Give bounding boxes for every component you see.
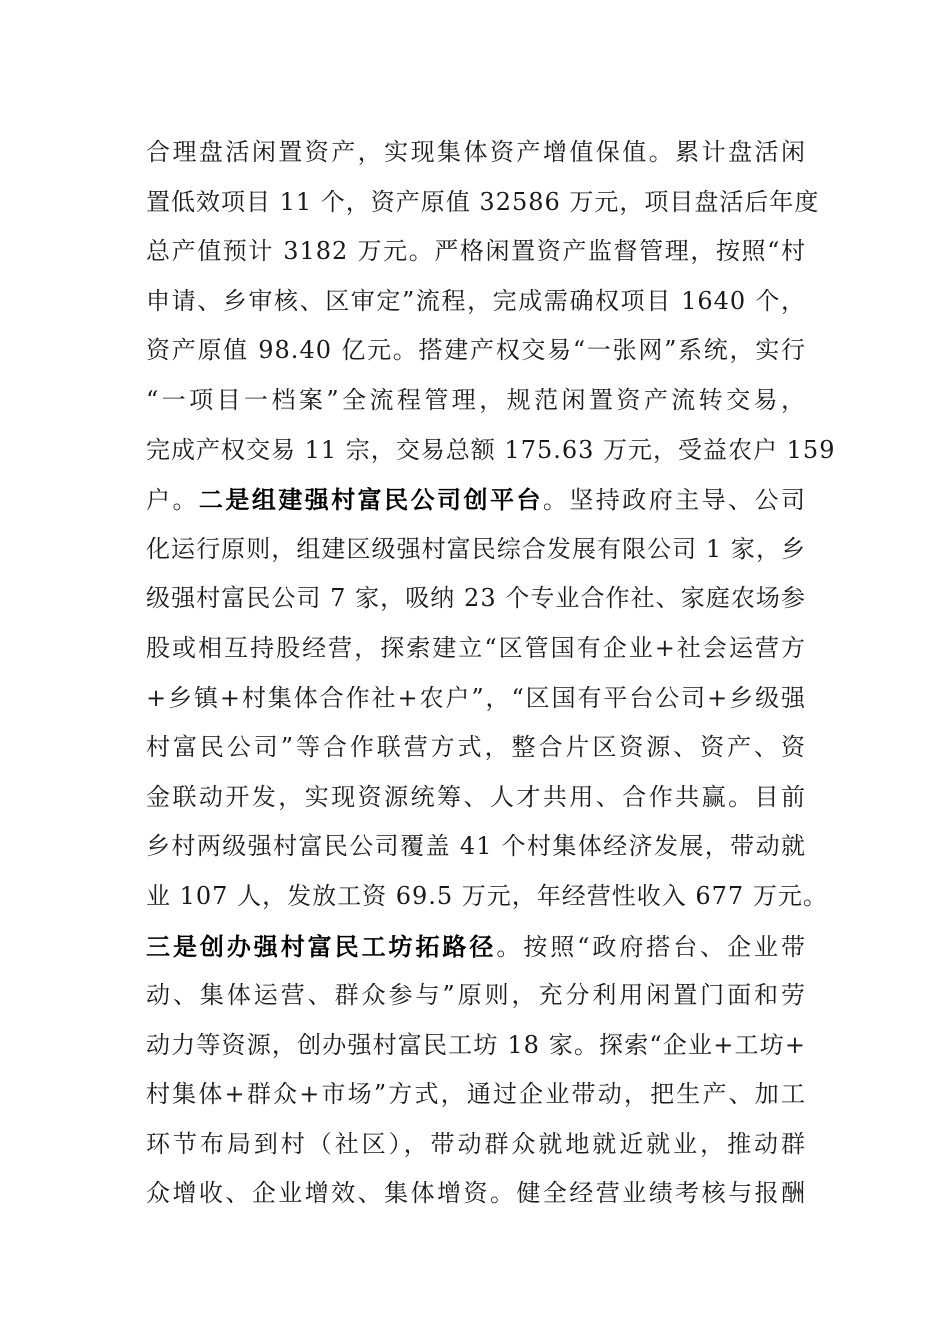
text-line: [146, 1070, 806, 1120]
line-text: 众增收、企业增效、集体增资。健全经营业绩考核与报酬: [146, 1179, 806, 1208]
line-text: 级强村富民公司 7 家，吸纳 23 个专业合作社、家庭农场参: [146, 584, 806, 613]
text-line: [146, 922, 806, 972]
line-text: 村集体+群众+市场”方式，通过企业带动，把生产、加工: [146, 1080, 806, 1109]
text-line: [146, 1169, 806, 1219]
line-text: 乡村两级强村富民公司覆盖 41 个村集体经济发展，带动就: [146, 832, 806, 861]
text-line: [146, 723, 806, 773]
text-line: [146, 872, 828, 922]
line-text: 资产原值 98.40 亿元。搭建产权交易“一张网”系统，实行: [146, 336, 806, 365]
text-line: [146, 376, 806, 426]
line-text: 环节布局到村（社区），带动群众就地就近就业，推动群: [146, 1129, 806, 1158]
line-text: 金联动开发，实现资源统筹、人才共用、合作共赢。目前: [146, 782, 806, 811]
line-text: 动力等资源，创办强村富民工坊 18 家。探索“企业+工坊+: [146, 1030, 806, 1059]
text-line: [146, 475, 806, 525]
line-text: 户。: [146, 486, 199, 515]
line-text: 化运行原则，组建区级强村富民综合发展有限公司 1 家，乡: [146, 534, 806, 563]
text-line: [146, 624, 806, 674]
line-text: 动、集体运营、群众参与”原则，充分利用闲置门面和劳: [146, 981, 806, 1010]
line-text: 总产值预计 3182 万元。严格闲置资产监督管理，按照“村: [146, 237, 806, 266]
line-text: 完成产权交易 11 宗，交易总额 175.63 万元，受益农户 159: [146, 435, 836, 464]
line-text: 。按照“政府搭台、企业带: [496, 932, 806, 961]
line-text: 。坚持政府主导、公司: [542, 486, 807, 515]
text-line: [146, 277, 806, 327]
line-text: 业 107 人，发放工资 69.5 万元，年经营性收入 677 万元。: [146, 881, 828, 910]
text-line: [146, 326, 806, 376]
text-line: [146, 773, 806, 823]
bold-heading-text: 二是组建强村富民公司创平台: [198, 485, 543, 515]
text-line: [146, 971, 806, 1021]
text-line: [146, 1120, 806, 1170]
text-line: [146, 227, 806, 277]
body-text: [146, 128, 836, 1219]
text-line: [146, 525, 806, 575]
line-text: 股或相互持股经营，探索建立“区管国有企业+社会运营方: [146, 633, 806, 662]
line-text: 置低效项目 11 个，资产原值 32586 万元，项目盘活后年度: [146, 187, 820, 216]
line-text: 村富民公司”等合作联营方式，整合片区资源、资产、资: [146, 733, 806, 762]
text-line: [146, 128, 806, 178]
line-text: “一项目一档案”全流程管理，规范闲置资产流转交易，: [146, 385, 806, 414]
line-text: 申请、乡审核、区审定”流程，完成需确权项目 1640 个，: [146, 286, 806, 315]
text-line: [146, 674, 806, 724]
line-text: 合理盘活闲置资产，实现集体资产增值保值。累计盘活闲: [146, 138, 806, 166]
text-line: [146, 1021, 806, 1071]
text-line: [146, 426, 836, 476]
text-line: [146, 822, 806, 872]
text-line: [146, 178, 820, 228]
text-line: [146, 574, 806, 624]
bold-heading-text: 三是创办强村富民工坊拓路径: [146, 931, 497, 961]
line-text: +乡镇+村集体合作社+农户”，“区国有平台公司+乡级强: [146, 683, 806, 712]
